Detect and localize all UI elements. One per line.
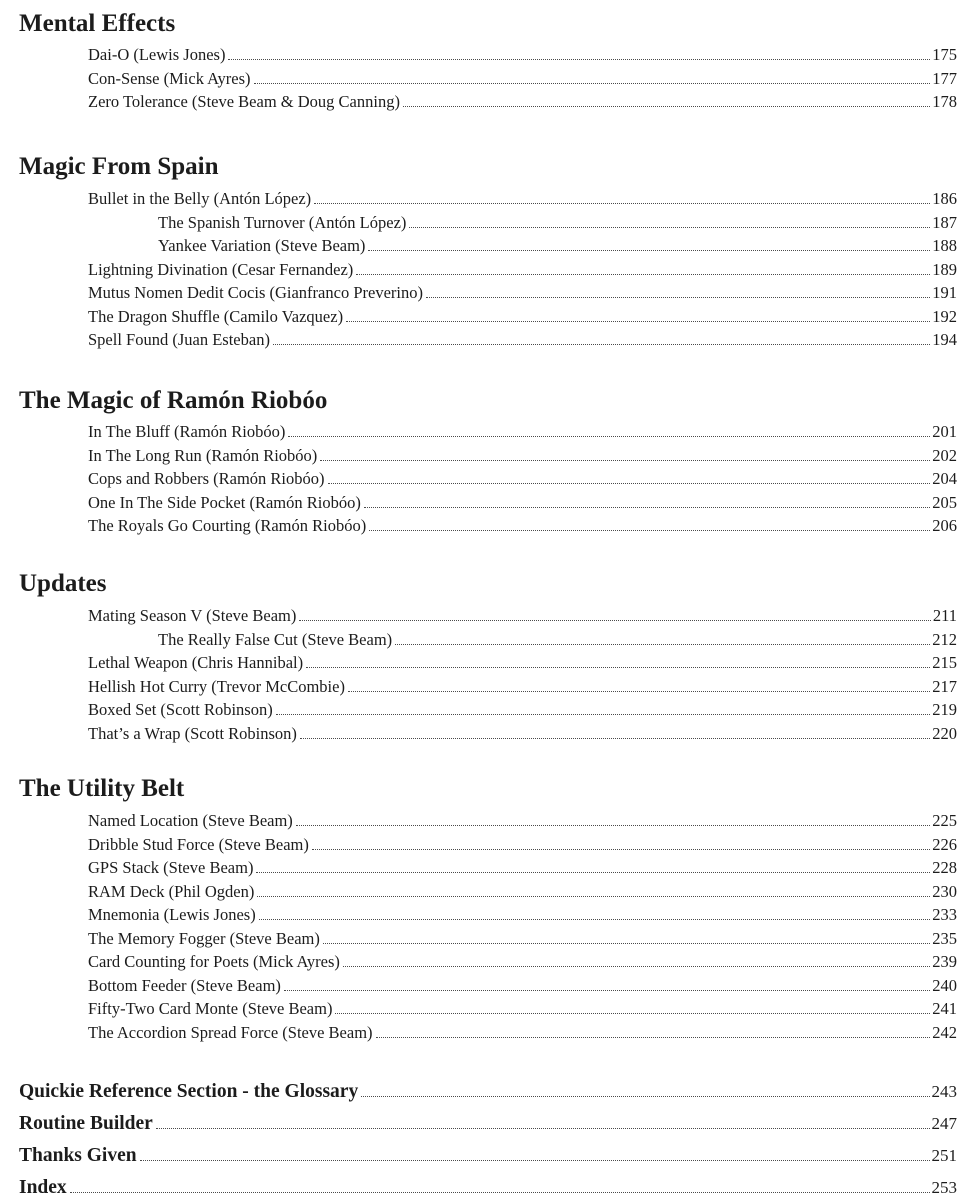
entry-title: Cops and Robbers (Ramón Riobóo) — [88, 469, 325, 488]
entry-title: In The Long Run (Ramón Riobóo) — [88, 445, 318, 465]
entry-title: Quickie Reference Section - the Glossary — [19, 1081, 359, 1102]
entry-title: RAM Deck (Phil Ogden) — [88, 881, 255, 901]
entry-title: GPS Stack (Steve Beam) — [88, 858, 254, 877]
page-number: 239 — [932, 952, 957, 971]
dot-leader — [343, 966, 930, 967]
toc-entry — [88, 996, 957, 1019]
dot-leader — [299, 620, 930, 621]
dot-leader — [323, 943, 930, 944]
toc-entry — [88, 721, 957, 744]
dot-leader — [257, 896, 930, 897]
toc-entry — [88, 808, 957, 831]
section-heading: Updates — [19, 570, 107, 597]
entry-title: Hellish Hot Curry (Trevor McCombie) — [88, 676, 345, 696]
entry-title: Boxed Set (Scott Robinson) — [88, 700, 273, 719]
dot-leader — [314, 203, 930, 204]
dot-leader — [356, 274, 930, 275]
entry-title: In The Bluff (Ramón Riobóo) — [88, 422, 286, 441]
entry-title: Fifty-Two Card Monte (Steve Beam) — [88, 999, 333, 1018]
page-number: 228 — [932, 858, 957, 877]
dot-leader — [426, 297, 930, 298]
toc-entry-back-matter — [19, 1075, 957, 1102]
toc-entry — [88, 66, 957, 89]
section-heading: The Utility Belt — [19, 775, 185, 802]
toc-entry — [88, 1020, 957, 1043]
dot-leader — [156, 1128, 930, 1129]
toc-entry — [88, 973, 957, 996]
dot-leader — [328, 483, 931, 484]
toc-entry-back-matter — [19, 1171, 957, 1198]
section-heading: Mental Effects — [19, 10, 176, 37]
entry-title: Named Location (Steve Beam) — [88, 811, 293, 830]
entry-title: The Really False Cut (Steve Beam) — [158, 629, 393, 649]
toc-entry — [88, 926, 957, 949]
entry-title: Index — [19, 1177, 67, 1198]
entry-title: Yankee Variation (Steve Beam) — [158, 236, 366, 255]
entry-title: Bullet in the Belly (Antón López) — [88, 189, 312, 208]
page-number: 242 — [932, 1022, 957, 1042]
dot-leader — [320, 460, 930, 461]
entry-title: The Memory Fogger (Steve Beam) — [88, 928, 320, 948]
page-number: 175 — [932, 45, 957, 64]
page-number: 205 — [932, 492, 957, 512]
toc-entry — [88, 257, 957, 280]
page-number: 251 — [931, 1146, 957, 1165]
entry-title: The Dragon Shuffle (Camilo Vazquez) — [88, 306, 344, 326]
page-number: 204 — [932, 469, 957, 488]
toc-entry — [88, 949, 957, 972]
dot-leader — [369, 530, 930, 531]
page-number: 230 — [932, 881, 957, 901]
toc-entry — [88, 650, 957, 673]
page-number: 247 — [931, 1114, 957, 1133]
entry-title: Spell Found (Juan Esteban) — [88, 330, 270, 349]
dot-leader — [300, 738, 930, 739]
dot-leader — [376, 1037, 931, 1038]
dot-leader — [306, 667, 930, 668]
entry-title: Zero Tolerance (Steve Beam & Doug Canning) — [88, 92, 400, 111]
toc-entry-back-matter — [19, 1107, 957, 1134]
page-number: 225 — [932, 811, 957, 830]
dot-leader — [364, 507, 930, 508]
page-number: 217 — [932, 676, 957, 696]
entry-title: Card Counting for Poets (Mick Ayres) — [88, 952, 340, 971]
toc-entry — [88, 855, 957, 878]
toc-entry — [88, 879, 957, 902]
entry-title: The Accordion Spread Force (Steve Beam) — [88, 1022, 373, 1042]
page-number: 186 — [932, 189, 957, 208]
page-number: 206 — [932, 516, 957, 535]
dot-leader — [335, 1013, 930, 1014]
entry-title: Mating Season V (Steve Beam) — [88, 606, 297, 625]
dot-leader — [140, 1160, 930, 1161]
toc-entry-sub — [158, 627, 957, 650]
page-number: 187 — [932, 212, 957, 232]
dot-leader — [346, 321, 930, 322]
page-number: 177 — [932, 68, 957, 88]
toc-entry — [88, 327, 957, 350]
toc-entry — [88, 42, 957, 65]
toc-entry — [88, 89, 957, 112]
page-number: 211 — [932, 606, 957, 625]
page-number: 178 — [932, 92, 957, 111]
dot-leader — [409, 227, 930, 228]
page-number: 215 — [932, 653, 957, 672]
toc-entry — [88, 674, 957, 697]
page-number: 189 — [932, 259, 957, 279]
dot-leader — [296, 825, 930, 826]
toc-entry — [88, 697, 957, 720]
entry-title: The Spanish Turnover (Antón López) — [158, 212, 407, 232]
page-number: 235 — [932, 928, 957, 948]
page-number: 241 — [932, 999, 957, 1018]
entry-title: Mutus Nomen Dedit Cocis (Gianfranco Preverino) — [88, 283, 423, 302]
toc-entry — [88, 443, 957, 466]
entry-title: Thanks Given — [19, 1145, 137, 1166]
dot-leader — [312, 849, 930, 850]
toc-entry — [88, 490, 957, 513]
entry-title: Lethal Weapon (Chris Hannibal) — [88, 653, 304, 672]
toc-entry — [88, 304, 957, 327]
toc-entry-sub — [158, 210, 957, 233]
page-number: 188 — [932, 236, 957, 255]
page-number: 192 — [932, 306, 957, 326]
page-number: 220 — [932, 723, 957, 743]
dot-leader — [368, 250, 930, 251]
toc-entry — [88, 832, 957, 855]
page-number: 243 — [931, 1082, 957, 1101]
toc-entry — [88, 186, 957, 209]
dot-leader — [276, 714, 931, 715]
page-number: 240 — [932, 975, 957, 995]
entry-title: One In The Side Pocket (Ramón Riobóo) — [88, 492, 361, 512]
dot-leader — [273, 344, 930, 345]
entry-title: Bottom Feeder (Steve Beam) — [88, 975, 281, 995]
dot-leader — [403, 106, 930, 107]
entry-title: Lightning Divination (Cesar Fernandez) — [88, 259, 354, 279]
entry-title: Routine Builder — [19, 1113, 153, 1134]
entry-title: Dai-O (Lewis Jones) — [88, 45, 226, 64]
toc-entry — [88, 603, 957, 626]
dot-leader — [348, 691, 930, 692]
toc-entry — [88, 280, 957, 303]
toc-entry-back-matter — [19, 1139, 957, 1166]
toc-entry — [88, 466, 957, 489]
dot-leader — [259, 919, 931, 920]
toc-entry — [88, 419, 957, 442]
dot-leader — [70, 1192, 930, 1193]
page-number: 202 — [932, 445, 957, 465]
page-number: 194 — [932, 330, 957, 349]
entry-title: Dribble Stud Force (Steve Beam) — [88, 834, 309, 854]
page-number: 226 — [932, 834, 957, 854]
page-number: 219 — [932, 700, 957, 719]
dot-leader — [254, 83, 931, 84]
toc-entry-sub — [158, 233, 957, 256]
toc-entry — [88, 902, 957, 925]
page-number: 191 — [932, 283, 957, 302]
page-number: 233 — [932, 905, 957, 924]
page-number: 212 — [932, 629, 957, 649]
dot-leader — [284, 990, 930, 991]
entry-title: That’s a Wrap (Scott Robinson) — [88, 723, 297, 743]
page-number: 201 — [932, 422, 957, 441]
entry-title: Con-Sense (Mick Ayres) — [88, 68, 251, 88]
dot-leader — [288, 436, 930, 437]
dot-leader — [228, 59, 930, 60]
dot-leader — [256, 872, 930, 873]
dot-leader — [361, 1096, 929, 1097]
dot-leader — [395, 644, 930, 645]
entry-title: The Royals Go Courting (Ramón Riobóo) — [88, 516, 367, 535]
section-heading: The Magic of Ramón Riobóo — [19, 387, 328, 414]
entry-title: Mnemonia (Lewis Jones) — [88, 905, 256, 924]
toc-entry — [88, 513, 957, 536]
page-number: 253 — [931, 1178, 957, 1197]
section-heading: Magic From Spain — [19, 153, 219, 180]
